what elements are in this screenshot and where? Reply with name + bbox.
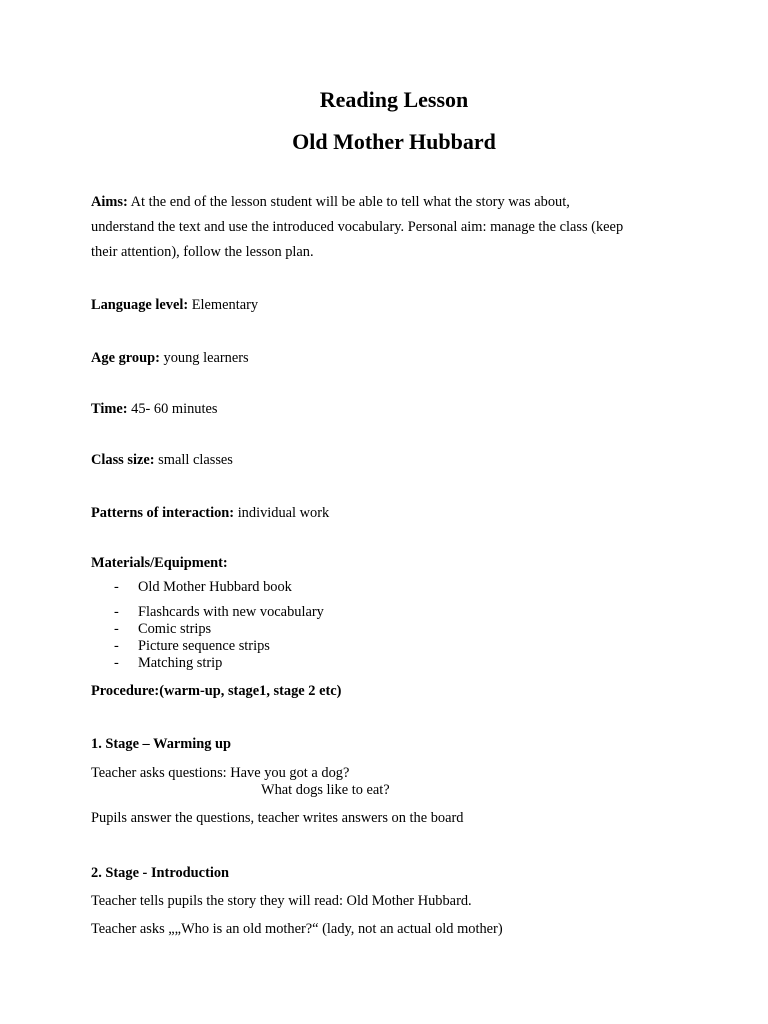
- materials-item: Picture sequence strips: [138, 638, 270, 654]
- time-label: Time:: [91, 401, 128, 417]
- class-size-label: Class size:: [91, 452, 155, 468]
- stage1-heading: 1. Stage – Warming up: [91, 736, 232, 752]
- aims-text-1: At the end of the lesson student will be able to tell what the story was about,: [130, 194, 570, 210]
- stage2-line-2: Teacher asks „„Who is an old mother?“ (lady, not an actual old mother): [91, 921, 503, 937]
- bullet-dash: -: [114, 638, 119, 654]
- class-size: [91, 452, 233, 468]
- age-group-label: Age group:: [91, 350, 160, 366]
- procedure-label: Procedure:(warm-up, stage1, stage 2 etc): [91, 683, 342, 699]
- bullet-dash: -: [114, 655, 119, 671]
- stage2-heading: 2. Stage - Introduction: [91, 865, 230, 881]
- stage1-line-1: Teacher asks questions: Have you got a dog?: [91, 765, 350, 781]
- materials-item: Flashcards with new vocabulary: [138, 604, 324, 620]
- language-level: [91, 297, 258, 313]
- stage1-line-2: What dogs like to eat?: [261, 782, 390, 798]
- age-group: [91, 350, 249, 366]
- page-subtitle: Old Mother Hubbard: [292, 129, 496, 154]
- aims-label: Aims:: [91, 194, 128, 210]
- time: [91, 401, 217, 417]
- materials-item: Matching strip: [138, 655, 223, 671]
- aims-line-1: [91, 194, 570, 210]
- patterns-label: Patterns of interaction:: [91, 505, 235, 521]
- time-value: 45- 60 minutes: [131, 401, 218, 417]
- materials-item: Old Mother Hubbard book: [138, 579, 292, 595]
- patterns-of-interaction: [91, 505, 329, 521]
- aims-line-2: understand the text and use the introduced vocabulary. Personal aim: manage the class (keep: [91, 219, 624, 235]
- patterns-value: individual work: [237, 505, 330, 521]
- class-size-value: small classes: [158, 452, 233, 468]
- aims-line-3: their attention), follow the lesson plan.: [91, 244, 314, 260]
- materials-item: Comic strips: [138, 621, 212, 637]
- stage2-line-1: Teacher tells pupils the story they will read: Old Mother Hubbard.: [91, 893, 472, 909]
- materials-label: Materials/Equipment:: [91, 555, 228, 571]
- bullet-dash: -: [114, 604, 119, 620]
- stage1-line-3: Pupils answer the questions, teacher writes answers on the board: [91, 810, 464, 826]
- bullet-dash: -: [114, 579, 119, 595]
- age-group-value: young learners: [163, 350, 249, 366]
- page-title: Reading Lesson: [319, 87, 469, 112]
- language-level-value: Elementary: [191, 297, 259, 313]
- language-level-label: Language level:: [91, 297, 189, 313]
- bullet-dash: -: [114, 621, 119, 637]
